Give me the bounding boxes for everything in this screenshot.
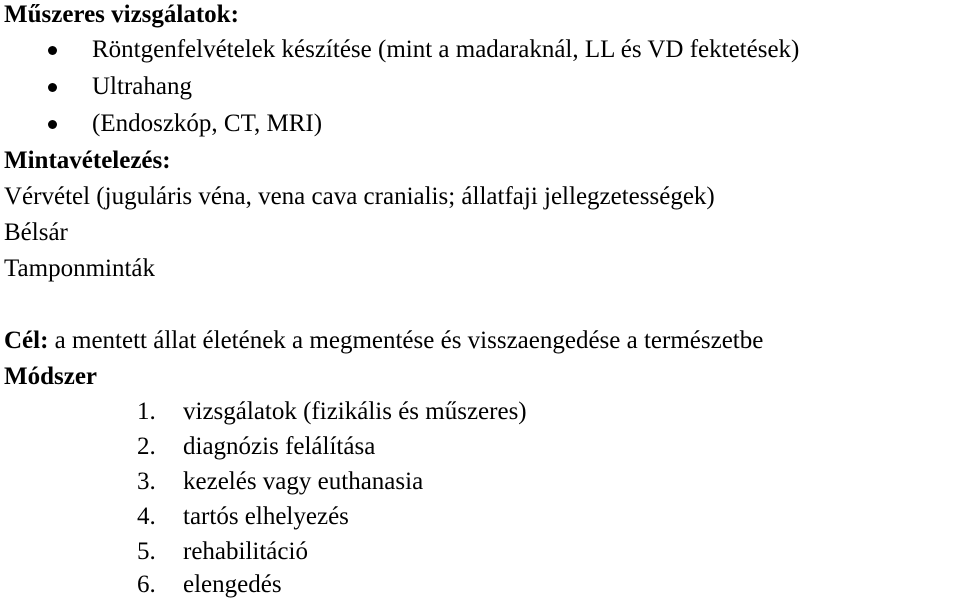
heading-sampling: Mintavételezés: — [4, 147, 171, 174]
item-number: 4. — [137, 503, 156, 530]
goal-line — [4, 323, 763, 359]
goal-label: Cél: — [4, 327, 49, 354]
item-number: 1. — [137, 398, 156, 425]
goal-text: a mentett állat életének a megmentése és visszaengedése a természetbe — [48, 327, 764, 354]
item-number: 3. — [137, 468, 156, 495]
item-text: diagnózis felálítása — [183, 433, 376, 460]
item-text: tartós elhelyezés — [183, 503, 349, 530]
sampling-line: Tamponminták — [4, 255, 156, 282]
heading-instrumental-exams: Műszeres vizsgálatok: — [4, 1, 239, 28]
item-text: elengedés — [183, 571, 282, 598]
item-text: vizsgálatok (fizikális és műszeres) — [183, 398, 527, 425]
bullet-icon — [48, 46, 57, 55]
list-item-text: Röntgenfelvételek készítése (mint a madaraknál, LL és VD fektetések) — [92, 36, 800, 63]
list-item-text: (Endoszkóp, CT, MRI) — [92, 110, 323, 137]
sampling-line: Bélsár — [4, 219, 68, 246]
method-heading: Módszer — [4, 363, 98, 390]
item-number: 5. — [137, 538, 156, 565]
item-number: 2. — [137, 433, 156, 460]
item-number: 6. — [137, 571, 156, 598]
item-text: rehabilitáció — [183, 538, 308, 565]
sampling-line: Vérvétel (juguláris véna, vena cava cranialis; állatfaji jellegzetességek) — [4, 183, 715, 210]
list-item-text: Ultrahang — [92, 73, 192, 100]
item-text: kezelés vagy euthanasia — [183, 468, 424, 495]
bullet-icon — [48, 120, 57, 129]
bullet-icon — [48, 83, 57, 92]
